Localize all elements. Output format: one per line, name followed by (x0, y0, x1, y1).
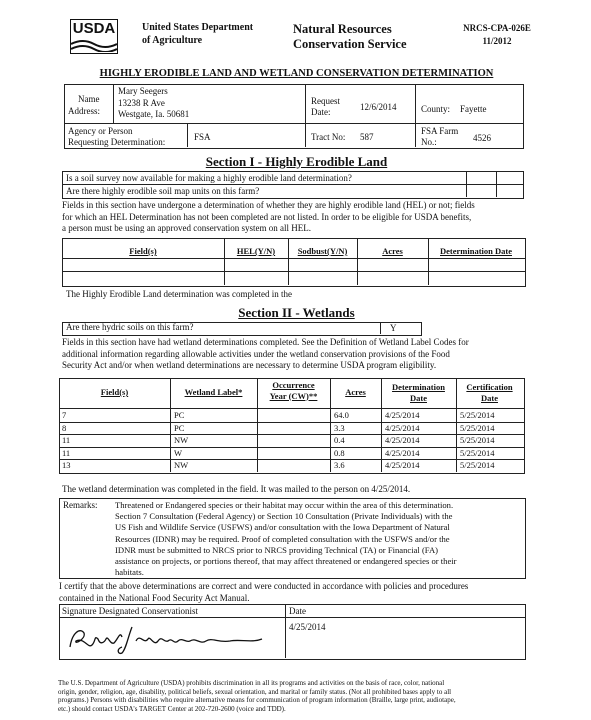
wetland-cell-acres: 64.0 (334, 410, 349, 420)
certification-statement: I certify that the above determinations are correct and were conducted in accordance with policies and procedures contained in the National Food Security Act Manual. (59, 581, 469, 603)
wetland-cell-acres: 0.4 (334, 435, 345, 446)
tract-value: 587 (360, 132, 374, 142)
wetland-cell-det: 4/25/2014 (385, 422, 420, 433)
tract-label: Tract No: (311, 132, 346, 142)
section2-paragraph: Fields in this section have had wetland determinations completed. See the Definition of Wetland Label Codes for additional information regarding allowable activities under the wetland conservation provisions of the Food Security Act and/or when wetland determinations are necessary to determine USDA program eligibility. (62, 337, 469, 370)
wetland-cell-cert: 5/25/2014 (460, 447, 495, 458)
wet-col-acres: Acres (345, 387, 366, 397)
wetland-cell-cert: 5/25/2014 (460, 435, 495, 446)
signature-date: 4/25/2014 (289, 622, 326, 632)
hel-col-acres: Acres (382, 246, 403, 256)
hel-map-units-question: Are there highly erodible soil map units on this farm? (66, 186, 260, 196)
wetland-cell-det: 4/25/2014 (385, 460, 420, 471)
section1-paragraph: Fields in this section have undergone a determination of whether they are highly erodible land (HEL) or not; fields for which an HEL Determination has not been completed are not listed. In order to be eligible for USDA benefits, a person must be using an approved conservation system on all HEL. (62, 200, 475, 233)
wet-col-det-date: Determination Date (392, 382, 445, 403)
county-label: County: (421, 104, 451, 114)
section1-title: Section I - Highly Erodible Land (205, 154, 388, 169)
agency-name: Natural Resources Conservation Service (293, 22, 407, 51)
wet-col-label: Wetland Label* (184, 387, 243, 397)
hydric-question: Are there hydric soils on this farm? (66, 322, 194, 332)
remarks-text: Threatened or Endangered species or their habitat may occur within the area of this determination. Section 7 Consultation (Federal Agency) or Section 10 Consultation (Private Individuals) with the US Fish and Wildlife Service (USFWS) and/or consultation with the Iowa Department of Natural Resources (IDNR) may be required. Proof of completed consultation with the USFWS and/or the IDNR must be submitted to NRCS prior to NRCS providing Technical (TA) or Financial (FA) assistance on projects, or portions thereof, that may affect threatened or endangered species or their habitats. (115, 500, 457, 578)
hel-col-fields: Field(s) (129, 246, 157, 256)
wetland-cell-field: 11 (62, 435, 71, 446)
wetland-cell-acres: 3.3 (334, 422, 345, 433)
wetland-cell-field: 7 (62, 410, 67, 420)
wetland-cell-det: 4/25/2014 (385, 435, 420, 446)
wetland-cell-label: NW (174, 460, 189, 471)
usda-logo-hills-icon (71, 38, 117, 52)
agency-value: FSA (194, 132, 211, 142)
applicant-name: Mary Seegers (118, 86, 168, 96)
wet-col-cert-date: Certification Date (466, 382, 513, 403)
remarks-label: Remarks: (63, 500, 98, 510)
wetland-cell-label: NW (174, 435, 189, 446)
request-date-label: Request Date: (311, 96, 340, 117)
hel-col-det-date: Determination Date (440, 246, 512, 256)
wetland-cell-det: 4/25/2014 (385, 410, 420, 420)
farm-label: FSA Farm No.: (421, 126, 459, 147)
wet-col-occurrence: Occurrence Year (CW)** (269, 380, 318, 401)
wetland-row-divider (59, 434, 525, 435)
wetland-cell-cert: 5/25/2014 (460, 460, 495, 471)
section2-title: Section II - Wetlands (238, 305, 355, 320)
usda-logo-text: USDA (72, 20, 116, 37)
wetland-row-divider (59, 422, 525, 423)
hel-completed-text: The Highly Erodible Land determination was completed in the (66, 289, 292, 299)
signature-label: Signature Designated Conservationist (62, 606, 198, 616)
nondiscrimination-footer: The U.S. Department of Agriculture (USDA) prohibits discrimination in all its programs and activities on the basis of race, color, national origin, gender, religion, age, disability, political beliefs, sexual orientation, and marital or family status. (Not all prohibited bases apply to all programs.) Persons with disabilities who require alternative means for communication of program information (Braille, large print, audiotape, etc.) should contact USDA's TARGET Center at 202-720-2600 (voice and TDD). (58, 679, 456, 713)
wetland-cell-field: 8 (62, 422, 67, 433)
wetland-row-divider (59, 447, 525, 448)
wetland-cell-acres: 3.6 (334, 460, 345, 471)
hel-col-sodbust: Sodbust(Y/N) (297, 246, 348, 256)
wetland-cell-acres: 0.8 (334, 447, 345, 458)
wetland-cell-det: 4/25/2014 (385, 447, 420, 458)
request-date: 12/6/2014 (360, 102, 397, 112)
department-name: United States Department of Agriculture (142, 22, 254, 46)
signature-date-label: Date (289, 606, 306, 616)
applicant-address-2: Westgate, Ia. 50681 (118, 109, 190, 119)
hel-col-hel: HEL(Y/N) (236, 246, 276, 256)
name-label: Name (78, 94, 100, 104)
wetland-cell-label: PC (174, 422, 185, 433)
wetland-cell-field: 11 (62, 447, 71, 458)
soil-survey-question: Is a soil survey now available for making a highly erodible land determination? (66, 173, 352, 183)
wetland-cell-label: PC (174, 410, 185, 420)
handwritten-signature (62, 619, 272, 657)
wetland-cell-label: W (174, 447, 183, 458)
hydric-answer[interactable]: Y (390, 323, 397, 333)
wetland-cell-cert: 5/25/2014 (460, 410, 495, 420)
wetland-cell-field: 13 (62, 460, 71, 471)
wetland-cell-cert: 5/25/2014 (460, 422, 495, 433)
address-label: Address: (68, 106, 100, 116)
form-title: HIGHLY ERODIBLE LAND AND WETLAND CONSERVATION DETERMINATION (99, 68, 494, 79)
farm-value: 4526 (473, 133, 491, 143)
wet-col-fields: Field(s) (100, 387, 129, 397)
usda-logo (70, 19, 118, 54)
agency-label: Agency or Person Requesting Determination: (68, 126, 166, 147)
county-value: Fayette (460, 104, 487, 114)
applicant-details (118, 86, 189, 121)
wetland-completed-text: The wetland determination was completed in the field. It was mailed to the person on 4/25/2014. (62, 484, 411, 494)
applicant-address-1: 13238 R Ave (118, 97, 165, 108)
wetland-row-divider (59, 459, 525, 460)
form-id: NRCS-CPA-026E 11/2012 (463, 23, 531, 46)
